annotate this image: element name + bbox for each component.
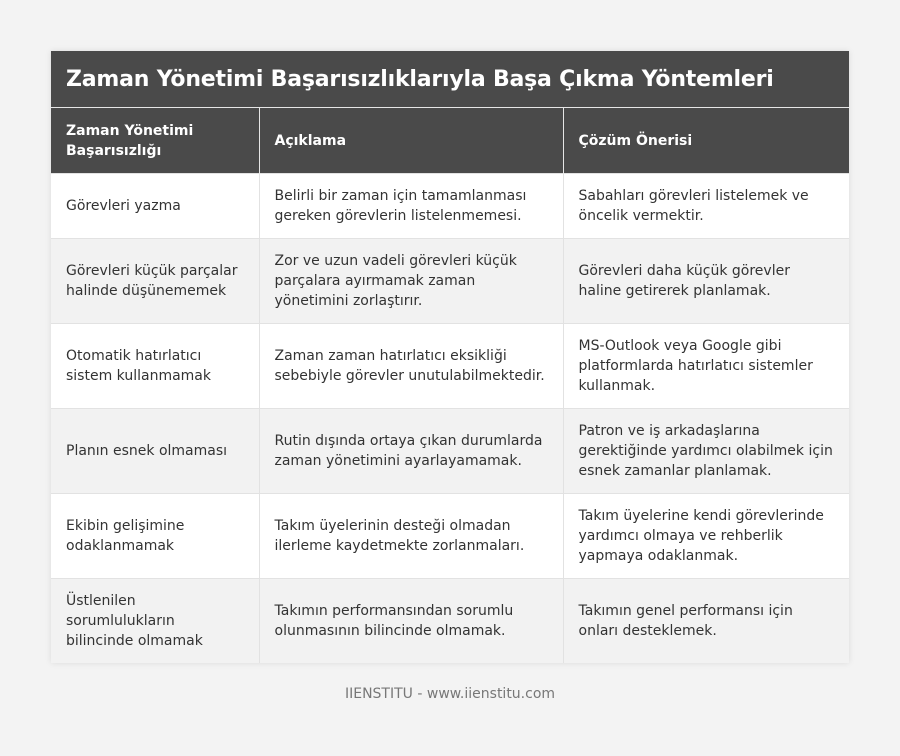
cell-solution: Patron ve iş arkadaşlarına gerektiğinde yardımcı olabilmek için esnek zamanlar planlamak. [563, 409, 849, 494]
table-row [51, 324, 849, 409]
column-header-description: Açıklama [259, 108, 563, 174]
table-row [51, 494, 849, 579]
cell-failure: Görevleri küçük parçalar halinde düşünememek [51, 239, 259, 324]
table-row [51, 174, 849, 239]
column-header-failure: Zaman Yönetimi Başarısızlığı [51, 108, 259, 174]
cell-description: Belirli bir zaman için tamamlanması gereken görevlerin listelenmemesi. [259, 174, 563, 239]
cell-description: Zor ve uzun vadeli görevleri küçük parçalara ayırmamak zaman yönetimini zorlaştırır. [259, 239, 563, 324]
table-title: Zaman Yönetimi Başarısızlıklarıyla Başa Çıkma Yöntemleri [66, 66, 774, 92]
cell-solution: Takım üyelerine kendi görevlerinde yardımcı olmaya ve rehberlik yapmaya odaklanmak. [563, 494, 849, 579]
title-band [51, 51, 849, 108]
data-table [51, 108, 849, 663]
cell-failure: Otomatik hatırlatıcı sistem kullanmamak [51, 324, 259, 409]
table-row [51, 409, 849, 494]
header-row [51, 108, 849, 174]
cell-description: Takımın performansından sorumlu olunmasının bilincinde olmamak. [259, 579, 563, 664]
cell-failure: Üstlenilen sorumlulukların bilincinde olmamak [51, 579, 259, 664]
cell-solution: Sabahları görevleri listelemek ve öncelik vermektir. [563, 174, 849, 239]
cell-solution: Görevleri daha küçük görevler haline getirerek planlamak. [563, 239, 849, 324]
cell-description: Takım üyelerinin desteği olmadan ilerleme kaydetmekte zorlanmaları. [259, 494, 563, 579]
cell-description: Zaman zaman hatırlatıcı eksikliği sebebiyle görevler unutulabilmektedir. [259, 324, 563, 409]
cell-failure: Planın esnek olmaması [51, 409, 259, 494]
table-card [51, 51, 849, 663]
cell-failure: Ekibin gelişimine odaklanmamak [51, 494, 259, 579]
cell-solution: Takımın genel performansı için onları desteklemek. [563, 579, 849, 664]
cell-description: Rutin dışında ortaya çıkan durumlarda zaman yönetimini ayarlayamamak. [259, 409, 563, 494]
column-header-solution: Çözüm Önerisi [563, 108, 849, 174]
footer-credit: IIENSTITU - www.iienstitu.com [344, 686, 556, 702]
table-row [51, 579, 849, 664]
table-row [51, 239, 849, 324]
cell-failure: Görevleri yazma [51, 174, 259, 239]
cell-solution: MS-Outlook veya Google gibi platformlarda hatırlatıcı sistemler kullanmak. [563, 324, 849, 409]
